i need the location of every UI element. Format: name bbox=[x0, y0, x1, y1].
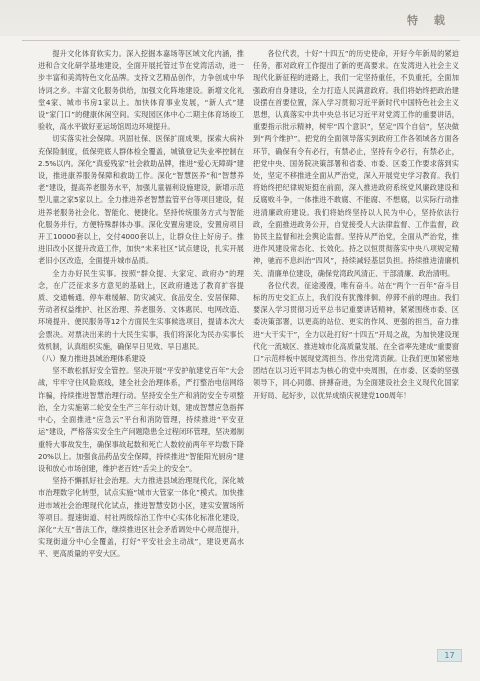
paragraph: 切实落实社会保障。巩固社保、医保扩面成果，探索大病补充保险制度，低保兜底人群体检全覆盖，城镇登记失业率控制在2.5%以内。深化“真爱残家”社会救助品牌，推进“爱心无障碍”建设，推进康养服务保障和救助工作。深化“智慧医养”和“智慧养老”建设，提高养老服务水平，加强儿童福利设施建设，新增示范型儿童之家5家以上。全力推进养老智慧监管平台等项目建设，促进养老服务社会化、智能化、便捷化。坚持传统服务方式与智能化服务并行，方便特殊群体办事。深化安置房建设，安置房项目开工10000套以上，交付4000套以上，让群众住上好房子。推进旧改小区提升改造工作，加快“未来社区”试点建设，扎实开展老旧小区改造，全面提升城市品质。 bbox=[38, 134, 244, 266]
paragraph: 全力办好民生实事。按照“群众提、大家定、政府办”的理念，在广泛征求多方意见的基础上，区政府遴选了教育扩容提质、交通畅通、停车难缓解、防灾减灾、食品安全、安居保障、劳动者权益维护、社区治理、养老服务、文体惠民、电网改造、环境提升、便民服务等12个方面民生实事候选项目，提请本次大会票决。对票决出来的十大民生实事，我们将深化为民办实事长效机制，认真组织实施，确保早日见效、早日惠民。 bbox=[38, 268, 244, 351]
paragraph: 各位代表，征途漫漫，唯有奋斗。站在“两个一百年”奋斗目标的历史交汇点上，我们没有犹豫徘徊、停滞不前的理由。我们要深入学习贯彻习近平总书记重要讲话精神，紧紧围绕市委、区委决策部署，以更高的站位、更实的作风、更强的担当，奋力推进“大干实干”，全力以赴打好“十四五”开局之战，为加快建设现代化一流城区、推进城市化高质量发展、在全省率先建成“重要窗口”示范样板中展现党湾担当、作出党湾贡献。让我们更加紧密地团结在以习近平同志为核心的党中央周围，在市委、区委的坚强领导下，同心同德、拼搏奋进，为全面建设社会主义现代化国家开好局、起好步，以优异成绩庆祝建党100周年！ bbox=[253, 280, 459, 400]
page-number: 17 bbox=[437, 649, 462, 662]
paragraph: 坚不敢松抓好安全管控。坚决开展“平安护航建党百年”大会战，牢牢守住风险底线，建全社会治理体系，严打整治电信网络诈骗，持续推进智慧治理行动。坚持安全生产和消防安全专项整治，全力实施第二轮安全生产三年行动计划，建成智慧应急指挥中心，全面推进“应急云”平台和消防管理，持续推进“平安亚运”建设，严格落实安全生产问题隐患全过程闭环管理，坚决遏制重特大事故发生，确保事故起数和死亡人数较前两年平均数下降20%以上。加强食品药品安全保障，持续推进“智能阳光厨房”建设和放心市场创建，维护老百姓“舌尖上的安全”。 bbox=[38, 366, 244, 473]
section-title: 特 载 bbox=[407, 14, 451, 27]
paragraph: 各位代表，十好“十四五”的历史使命，开好今年新局的紧迫任务，都对政府工作提出了新的更高要求。在发湾进入社会主义现代化新征程的进路上，我们一定坚持重任，不负重托，全面加强政府自身建设，全力打造人民满意政府。我们将始终把政治建设摆在首要位置，深入学习贯彻习近平新时代中国特色社会主义思想，认真落实中共中央总书记习近平对党湾工作的重要讲话，重要指示批示精神，树牢“四个意识”，坚定“四个自信”，坚决做到“两个维护”。把党的全面领导落实到政府工作各领域各方面各环节，确保有令有必行，有禁必止，坚持有令必行，有禁必止，把党中央、国务院决策部署和省委、市委、区委工作要求落到实处，坚定不移推进全面从严治党，深入开展党史学习教育。我们将始终把纪律规矩挺在前面，深入推进政府系统党风廉政建设和反腐败斗争，一体推进不敢腐、不能腐、不想腐，以实际行动推进清廉政府建设。我们将始终坚持以人民为中心，坚持依法行政，全面推进政务公开，自觉接受人大法律监督、工作监督，政协民主监督和社会舆论监督。坚持从严治党，全面从严治党，推进作风建设常态化、长效化。持之以恒贯彻落实中央八项规定精神，驰而不息纠治“四风”，持续减轻基层负担。持续推进清廉机关、清廉单位建设，确保党湾政风清正、干部清廉、政治清明。 bbox=[253, 49, 459, 278]
right-column bbox=[253, 48, 459, 402]
paragraph: 提升文化体育软实力。深入挖掘本嘉场等区域文化内涵，推进和合文化研学基地建设，全面开展托管过节在党湾活动，进一步丰富和美湾特色文化品牌。支持文艺精品创作，力争创成中华诗词之乡。丰富文化服务供给，加强文化阵地建设。新增文化礼堂4家、城市书房1家以上。加快体育事业发展，“新人式”建设“家门口”的健康休闲空间。实现园区体中心二期主体育场竣工验收，高水平做好亚运场馆周边环境提升。 bbox=[38, 49, 244, 132]
section-subheading: （八）聚力推进县域治理体系建设 bbox=[38, 354, 146, 364]
header-divider bbox=[22, 40, 460, 41]
left-column bbox=[38, 48, 244, 561]
paragraph: 坚持不懈抓好社会治理。大力推进县域治理现代化，深化城市治理数字化转型，试点实施“城市大管家一体化”模式。加快推进市域社会治理现代化试点，推进智慧安防小区，建实安置场所等项目。提速街道、村社两级综治工作中心实体化标准化建设，深化“大互”普法工作，继续推进区社会矛盾调处中心规范提升，实现街道分中心全覆盖，打好“平安社会主动战”，建设更高水平、更高质量的平安大区。 bbox=[38, 476, 244, 559]
